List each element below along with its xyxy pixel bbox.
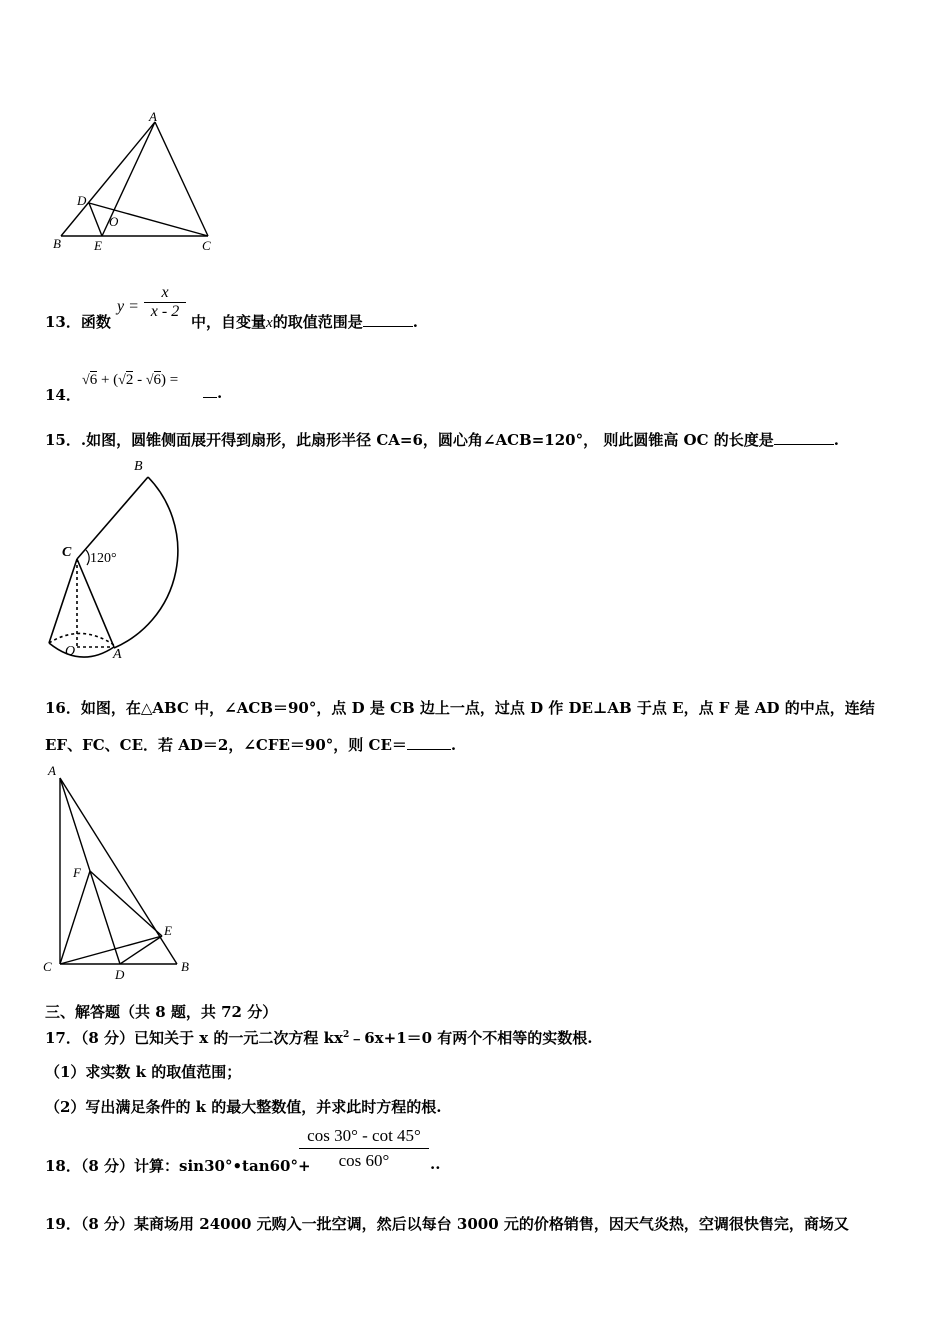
q13-prefix: 函数 xyxy=(80,313,111,331)
label-A: A xyxy=(113,647,122,662)
q15-end: . xyxy=(833,431,840,449)
q14-expr-b: + ( xyxy=(97,372,119,388)
q14-expr-f: ) = xyxy=(161,372,179,388)
q13-rest xyxy=(191,311,418,332)
side-AC xyxy=(155,122,208,236)
segment-DE xyxy=(120,936,162,964)
angle-arc xyxy=(86,550,89,565)
section-3-title-text: 三、解答题（共 8 题，共 72 分） xyxy=(45,1003,278,1021)
cone-left-edge xyxy=(49,559,77,643)
q13-end: . xyxy=(412,313,418,331)
right-triangle-figure xyxy=(40,760,200,985)
q14-expr-e: 6 xyxy=(153,372,162,388)
segment-DC xyxy=(89,203,208,236)
q13-formula-lhs: y = xyxy=(117,298,139,315)
q14-end: . xyxy=(217,384,223,402)
label-D: D xyxy=(115,967,125,982)
label-O: O xyxy=(109,214,119,229)
label-B: B xyxy=(53,236,61,251)
label-A: A xyxy=(48,763,56,778)
q17-sup: 2 xyxy=(342,1030,350,1040)
label-C: C xyxy=(43,959,52,974)
q17-head-a: 17．（8 分）已知关于 x 的一元二次方程 kx xyxy=(45,1029,343,1047)
q13-numerator: x xyxy=(161,284,169,301)
label-O: O xyxy=(65,644,76,659)
q13-fraction xyxy=(144,284,186,321)
q13-number: 13． xyxy=(45,313,81,331)
label-C: C xyxy=(62,545,72,560)
cone-sector-figure xyxy=(40,455,200,665)
label-angle: 120° xyxy=(90,551,117,566)
q13-text-a: 中，自变量 xyxy=(191,313,267,331)
question-19 xyxy=(45,1213,849,1234)
label-B: B xyxy=(134,459,143,474)
q18-fraction xyxy=(299,1126,429,1171)
q13-text-b: 的取值范围是 xyxy=(272,313,363,331)
triangle-figure xyxy=(44,108,224,258)
q14-expression: √6 + (√2 - √6) = xyxy=(82,372,179,388)
label-F: F xyxy=(73,865,81,880)
radius-CB xyxy=(77,477,148,559)
q14-number: 14． xyxy=(45,386,81,404)
q18-denominator: cos 60° xyxy=(338,1151,390,1170)
question-16-line1 xyxy=(45,697,875,718)
q18-numerator: cos 30° - cot 45° xyxy=(307,1126,421,1145)
label-B: B xyxy=(181,959,189,974)
label-E: E xyxy=(164,923,172,938)
label-E: E xyxy=(94,238,102,253)
q18-end-text: .. xyxy=(430,1155,441,1173)
question-13 xyxy=(45,311,111,332)
q14-answer xyxy=(203,384,222,402)
q16-line1: 16．如图，在△ABC 中，∠ACB＝90°，点 D 是 CB 边上一点，过点 D 作 DE⊥AB 于点 E，点 F 是 AD 的中点，连结 xyxy=(45,699,875,717)
cone-base-back xyxy=(49,633,114,645)
question-16-line2 xyxy=(45,734,456,755)
segment-DE xyxy=(89,203,102,236)
question-14 xyxy=(45,384,81,405)
q16-line2: EF、FC、CE．若 AD＝2，∠CFE＝90°，则 CE＝ xyxy=(45,736,407,754)
label-D: D xyxy=(77,193,87,208)
segment-FC xyxy=(60,871,90,964)
question-18 xyxy=(45,1155,311,1176)
question-17-part1 xyxy=(45,1061,241,1082)
q14-expr-c: 2 xyxy=(125,372,134,388)
segment-CE xyxy=(60,936,162,964)
q17-part1: （1）求实数 k 的取值范围； xyxy=(45,1063,242,1081)
section-3-title xyxy=(45,1001,277,1022)
q15-text: 15．.如图，圆锥侧面展开得到扇形，此扇形半径 CA=6，圆心角∠ACB=120°， 则此圆锥高 OC 的长度是 xyxy=(45,431,774,449)
question-15 xyxy=(45,429,839,450)
q14-expr-d: - xyxy=(133,372,146,388)
cone-right-edge xyxy=(77,559,114,647)
sector-arc xyxy=(114,477,178,648)
q16-end: . xyxy=(450,736,457,754)
question-17 xyxy=(45,1027,593,1048)
cone-base-front xyxy=(49,643,114,657)
q13-var: x xyxy=(266,315,273,331)
label-A: A xyxy=(149,109,157,124)
label-C: C xyxy=(202,238,211,253)
q18-end xyxy=(430,1155,440,1173)
q17-head-b: ﹣6x+1＝0 有两个不相等的实数根. xyxy=(349,1029,593,1047)
q19-text: 19．（8 分）某商场用 24000 元购入一批空调，然后以每台 3000 元的价格销售，因天气炎热，空调很快售完，商场又 xyxy=(45,1215,849,1233)
q17-part2: （2）写出满足条件的 k 的最大整数值，并求此时方程的根. xyxy=(45,1098,442,1116)
question-17-part2 xyxy=(45,1096,442,1117)
q18-head: 18．（8 分）计算：sin30°•tan60°+ xyxy=(45,1157,311,1175)
q14-expr-a: 6 xyxy=(89,372,98,388)
q13-denominator: x - 2 xyxy=(150,303,180,320)
side-AB xyxy=(61,122,155,236)
